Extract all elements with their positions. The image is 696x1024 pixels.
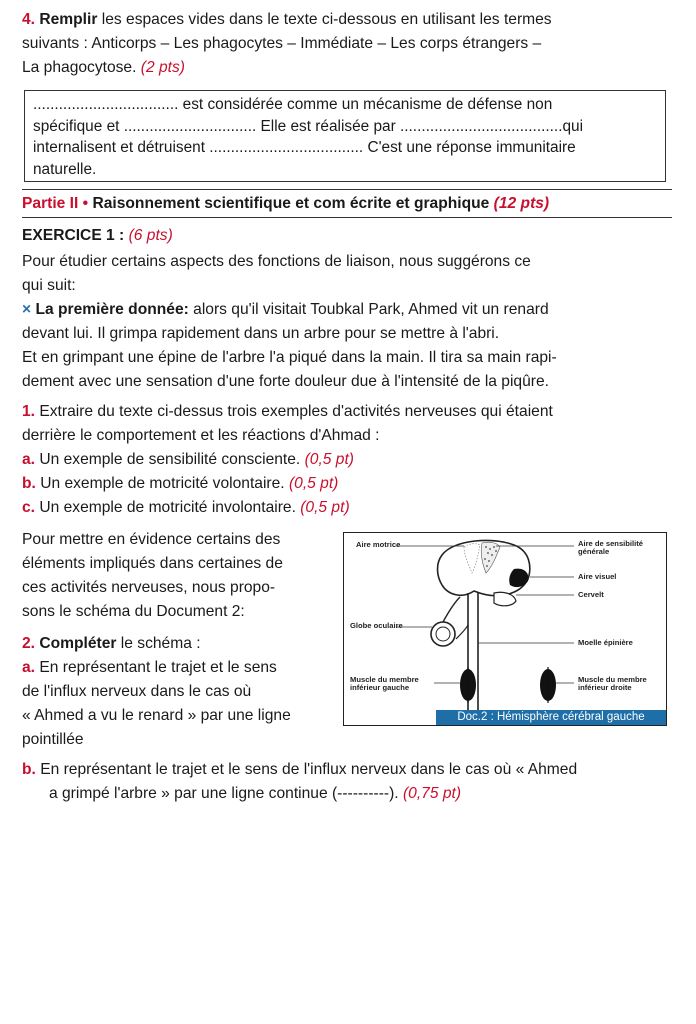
fill-text-3a: internalisent et détruisent (33, 139, 210, 156)
q2-verb: Compléter (35, 635, 117, 652)
part2-top-rule (22, 189, 672, 190)
intro-line1: Pour étudier certains aspects des fonctions de liaison, nous suggérons ce (22, 253, 531, 270)
intro-line2: qui suit: (22, 277, 76, 294)
cross-marker-icon: × (22, 301, 32, 318)
doc2-caption: Doc.2 : Hémisphère cérébral gauche (436, 710, 666, 725)
q1b-points: (0,5 pt) (288, 475, 339, 492)
q1c-letter: c. (22, 499, 36, 516)
q4-verb: Remplir (39, 11, 98, 28)
q2a-l4: pointillée (22, 731, 84, 748)
q2a-letter: a. (22, 659, 36, 676)
part2-title: Raisonnement scientifique et com écrite et graphique (92, 195, 494, 212)
left-column-text (22, 528, 342, 752)
label-muscle-droite-2: inférieur droite (578, 683, 632, 692)
cerebellum (494, 592, 516, 606)
q2a-l1: En représentant le trajet et le sens (35, 659, 277, 676)
question-4 (22, 8, 672, 80)
fill-line-2 (33, 116, 657, 138)
exercise-title-text: EXERCICE 1 : (22, 227, 129, 244)
q2a-l3: « Ahmed a vu le renard » par une ligne (22, 707, 291, 724)
doc2-diagram (343, 532, 667, 726)
q1a-points: (0,5 pt) (304, 451, 354, 468)
fill-text-2e: qui (562, 117, 584, 135)
fill-line-3 (33, 137, 657, 159)
fill-line-1 (33, 94, 657, 116)
label-muscle-gauche-1: Muscle du membre (350, 675, 419, 684)
first-data-label: La première donnée: (31, 301, 189, 318)
q1a-text: Un exemple de sensibilité consciente. (35, 451, 305, 468)
q4-number: 4. (22, 11, 36, 28)
left-text-l1: Pour mettre en évidence certains des (22, 531, 281, 548)
label-aire-visuel: Aire visuel (578, 572, 617, 581)
left-text-l3: ces activités nerveuses, nous propo- (22, 579, 276, 596)
q1a-letter: a. (22, 451, 36, 468)
q1-number: 1. (22, 403, 36, 420)
fill-text-2a: spécifique et (33, 117, 124, 135)
exercise-title (22, 224, 173, 248)
q1c-text: Un exemple de motricité involontaire. (35, 499, 301, 516)
left-text-l2: éléments impliqués dans certaines de (22, 555, 283, 572)
blank-4[interactable]: .................................... (209, 139, 364, 156)
first-data-line3: Et en grimpant une épine de l'arbre l'a piqué dans la main. Il tira sa main rapi- (22, 349, 557, 366)
q4-text-line1: les espaces vides dans le texte ci-dessous en utilisant les termes (97, 11, 552, 28)
fill-in-box (24, 90, 666, 182)
part2-bottom-rule (22, 217, 672, 218)
blank-2[interactable]: ............................... (123, 117, 257, 135)
label-sensibilite-1: Aire de sensibilité (578, 539, 643, 548)
fill-text-3c: C'est une réponse immunitaire (363, 139, 576, 156)
q2a-l2: de l'influx nerveux dans le cas où (22, 683, 252, 700)
q2b-letter: b. (22, 761, 36, 778)
label-muscle-droite-1: Muscle du membre (578, 675, 647, 684)
first-data-line1: alors qu'il visitait Toubkal Park, Ahmed vit un renard (188, 301, 549, 318)
q2b-l2: a grimpé l'arbre » par une ligne continue (----------). (49, 785, 403, 802)
label-sensibilite-2: générale (578, 547, 610, 556)
q4-text-line3: La phagocytose. (22, 59, 141, 76)
label-muscle-gauche-2: inférieur gauche (350, 683, 410, 692)
blank-3[interactable]: ...................................... (399, 117, 563, 135)
q2b-l1: En représentant le trajet et le sens de l'influx nerveux dans le cas où « Ahmed (35, 761, 578, 778)
q4-points: (2 pts) (140, 59, 185, 76)
q1c-points: (0,5 pt) (300, 499, 350, 516)
exercise-points: (6 pts) (128, 227, 173, 244)
part2-label: Partie II • (22, 195, 93, 212)
q1-line2: derrière le comportement et les réactions d'Ahmad : (22, 427, 380, 444)
question-2b (22, 758, 672, 806)
fill-line-4: naturelle. (33, 160, 97, 178)
q4-text-line2: suivants : Anticorps – Les phagocytes – Immédiate – Les corps étrangers – (22, 35, 542, 52)
q1b-text: Un exemple de motricité volontaire. (35, 475, 289, 492)
q2b-points: (0,75 pt) (402, 785, 462, 802)
q1-line1: Extraire du texte ci-dessus trois exemples d'activités nerveuses qui étaient (35, 403, 553, 420)
q1b-letter: b. (22, 475, 36, 492)
blank-1[interactable]: .................................. (33, 96, 179, 113)
left-text-l4: sons le schéma du Document 2: (22, 603, 245, 620)
label-cervelt: Cervelt (578, 590, 604, 599)
first-data-line4: dement avec une sensation d'une forte douleur due à l'intensité de la piqûre. (22, 373, 549, 390)
intro-block (22, 250, 672, 520)
q2-rest: le schéma : (116, 635, 201, 652)
fill-text-2c: Elle est réalisée par (256, 117, 400, 135)
label-globe-oculaire: Globe oculaire (350, 621, 403, 630)
first-data-line2: devant lui. Il grimpa rapidement dans un arbre pour se mettre à l'abri. (22, 325, 500, 342)
fill-text-1: est considérée comme un mécanisme de défense non (178, 96, 553, 113)
part2-heading (22, 192, 672, 216)
label-aire-motrice: Aire motrice (356, 540, 401, 549)
label-moelle: Moelle épinière (578, 638, 633, 647)
q2-number: 2. (22, 635, 36, 652)
part2-points: (12 pts) (493, 195, 550, 212)
